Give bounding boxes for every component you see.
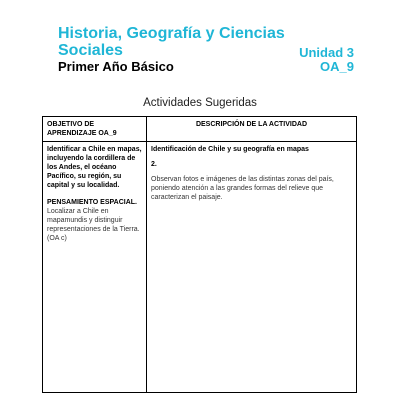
description-cell — [147, 142, 357, 393]
grade-level: Primer Año Básico — [58, 59, 174, 74]
objective-text: Identificar a Chile en mapas, incluyendo la cordillera de los Andes, el océano Pacífico, su región, su capital y su localidad. — [47, 146, 142, 189]
description-column-header: DESCRIPCIÓN DE LA ACTIVIDAD — [147, 117, 357, 142]
activity-description: Observan fotos e imágenes de las distintas zonas del país, poniendo atención a las grandes formas del relieve que caracterizan el paisaje. — [151, 176, 334, 201]
section-title: Actividades Sugeridas — [143, 97, 257, 109]
objective-column-header: OBJETIVO DE APRENDIZAJE OA_9 — [43, 117, 147, 142]
activity-title: Identificación de Chile y su geografía en mapas — [151, 146, 309, 153]
objective-code: OA_9 — [320, 59, 354, 74]
activity-number: 2. — [151, 161, 157, 168]
document-title-line-2: Sociales — [58, 42, 123, 59]
document-title-line-1: Historia, Geografía y Ciencias — [58, 25, 285, 42]
table-header-row — [43, 117, 357, 142]
thinking-skill — [47, 198, 142, 243]
thinking-skill-label: PENSAMIENTO ESPACIAL. — [47, 199, 137, 206]
activities-table — [42, 116, 357, 393]
table-row — [43, 142, 357, 393]
thinking-skill-text: Localizar a Chile en mapamundis y distinguir representaciones de la Tierra. (OA c) — [47, 208, 140, 242]
objective-cell — [43, 142, 147, 393]
unit-label: Unidad 3 — [299, 45, 354, 60]
